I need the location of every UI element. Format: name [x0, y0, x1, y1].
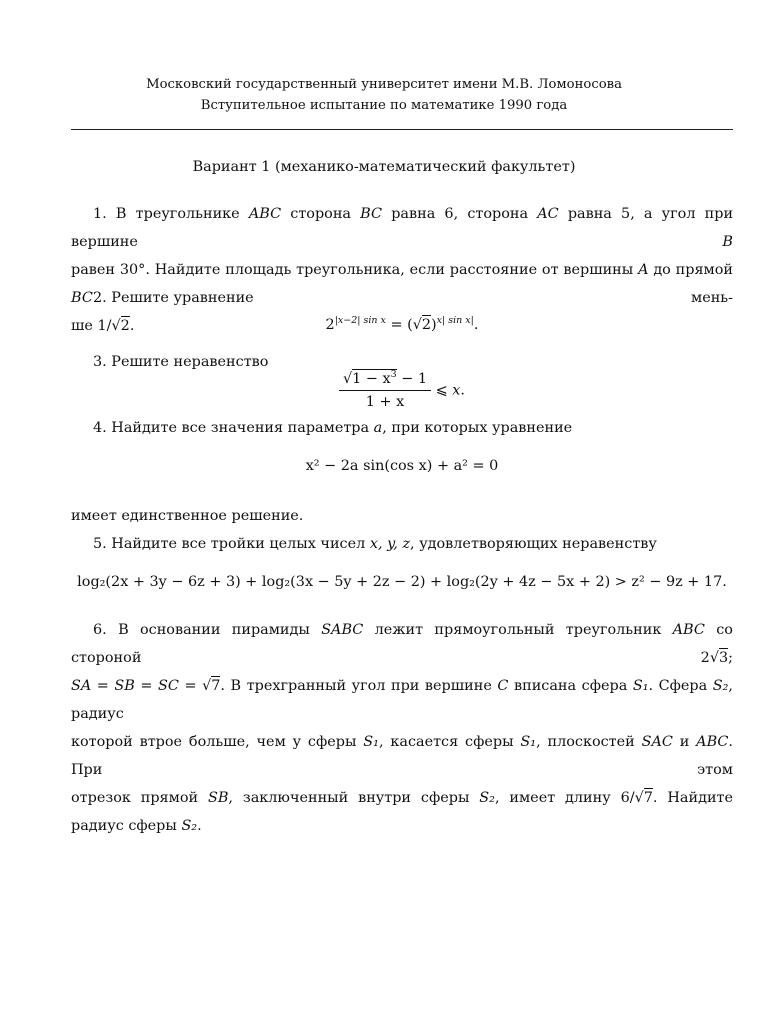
problem-6-line-1: 6. В основании пирамиды SABC лежит прямоугольный треугольник ABC со стороной 2√3; [71, 622, 733, 666]
problem-1-line-1: 1. В треугольнике ABC сторона BC равна 6, сторона AC равна 5, а угол при вершине B [71, 206, 734, 250]
problem-4-prompt: 4. Найдите все значения параметра a, при которых уравнение [93, 420, 573, 436]
university-name: Московский государственный университет имени М.В. Ломоносова [146, 77, 622, 92]
problem-2-equation: $2^{|x-2| sin x} = (√2)^{x| sin x|}$. [325, 315, 479, 333]
problem-4-equation: x² − 2a sin(cos x) + a² = 0 [305, 458, 499, 474]
problem-4-tail: имеет единственное решение. [71, 508, 304, 524]
document-header [0, 74, 768, 116]
variant-title: Вариант 1 (механико-математический факультет) [192, 159, 576, 175]
header-divider [71, 129, 733, 130]
problem-1-line-2: равен 30°. Найдите площадь треугольника, если расстояние от вершины A до прямой BC мень- [71, 262, 734, 306]
problem-6-line-2: SA = SB = SC = √7. В трехгранный угол при вершине C вписана сфера S₁. Сфера S₂, радиус [71, 678, 733, 722]
problem-3-inequality: $\frac{√1 - x^3 - 1}{1 + x}$ ⩽ x. [71, 370, 733, 411]
problem-3-fraction: $\frac{√1 - x^3 - 1}{1 + x}$ [339, 370, 431, 411]
problem-5-prompt: 5. Найдите все тройки целых чисел x, y, z, удовлетворяющих неравенству [93, 536, 657, 552]
problem-2-prompt: 2. Решите уравнение [93, 290, 254, 306]
problem-1-line-3: ше 1/√2. [71, 318, 135, 334]
exam-title: Вступительное испытание по математике 1990 года [200, 98, 568, 113]
problem-6 [71, 616, 733, 840]
problem-6-line-4: отрезок прямой SB, заключенный внутри сферы S₂, имеет длину 6/√7. Найдите радиус сферы S₂. [71, 790, 734, 834]
problem-5-inequality: log₂(2x + 3y − 6z + 3) + log₂(3x − 5y + 2z − 2) + log₂(2y + 4z − 5x + 2) > z² − 9z + 17. [77, 574, 727, 590]
problem-3-prompt: 3. Решите неравенство [93, 354, 269, 370]
problem-6-line-3: которой втрое больше, чем у сферы S₁, касается сферы S₁, плоскостей SAC и ABC. При этом [71, 734, 733, 778]
